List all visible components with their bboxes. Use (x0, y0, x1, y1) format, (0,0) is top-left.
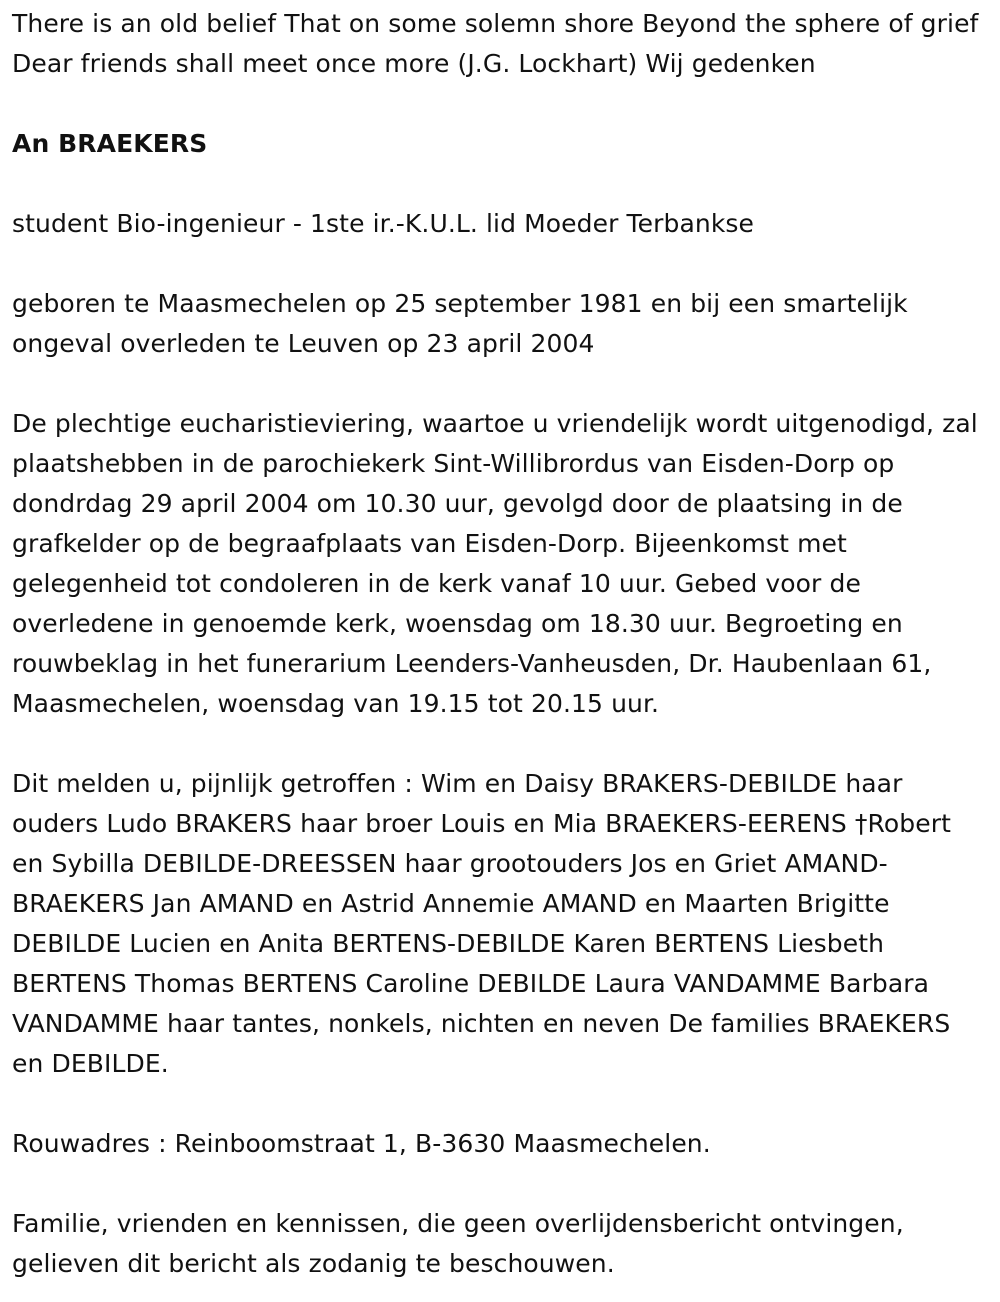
mourning-address: Rouwadres : Reinboomstraat 1, B-3630 Maasmechelen. (12, 1129, 711, 1158)
occupation-line: student Bio-ingenieur - 1ste ir.-K.U.L. lid Moeder Terbankse (12, 209, 755, 238)
birth-death-paragraph: geboren te Maasmechelen op 25 september 1981 en bij een smartelijk ongeval overleden te Leuven op 23 april 2004 (12, 289, 908, 358)
ceremony-paragraph: De plechtige eucharistieviering, waartoe u vriendelijk wordt uitgenodigd, zal plaatshebben in de parochiekerk Sint-Willibrordus van Eisden-Dorp op dondrdag 29 april 2004 om 10.30 uur, gevolgd door de plaatsing in de grafkelder op de begraafplaats van Eisden-Dorp. Bijeenkomst met gelegenheid tot condoleren in de kerk vanaf 10 uur. Gebed voor de overledene in genoemde kerk, woensdag om 18.30 uur. Begroeting en rouwbeklag in het funerarium Leenders-Vanheusden, Dr. Haubenlaan 61, Maasmechelen, woensdag van 19.15 tot 20.15 uur. (12, 409, 978, 718)
deceased-name: An BRAEKERS (12, 129, 208, 158)
family-paragraph: Dit melden u, pijnlijk getroffen : Wim en Daisy BRAKERS-DEBILDE haar ouders Ludo BRAKERS haar broer Louis en Mia BRAEKERS-EERENS †Robert en Sybilla DEBILDE-DREESSEN haar grootouders Jos en Griet AMAND-BRAEKERS Jan AMAND en Astrid Annemie AMAND en Maarten Brigitte DEBILDE Lucien en Anita BERTENS-DEBILDE Karen BERTENS Liesbeth BERTENS Thomas BERTENS Caroline DEBILDE Laura VANDAMME Barbara VANDAMME haar tantes, nonkels, nichten en neven De families BRAEKERS en DEBILDE. (12, 769, 951, 1078)
opening-quote: There is an old belief That on some solemn shore Beyond the sphere of grief Dear friends shall meet once more (J.G. Lockhart) Wij gedenken (12, 9, 979, 78)
closing-paragraph: Familie, vrienden en kennissen, die geen overlijdensbericht ontvingen, gelieven dit bericht als zodanig te beschouwen. (12, 1209, 904, 1278)
